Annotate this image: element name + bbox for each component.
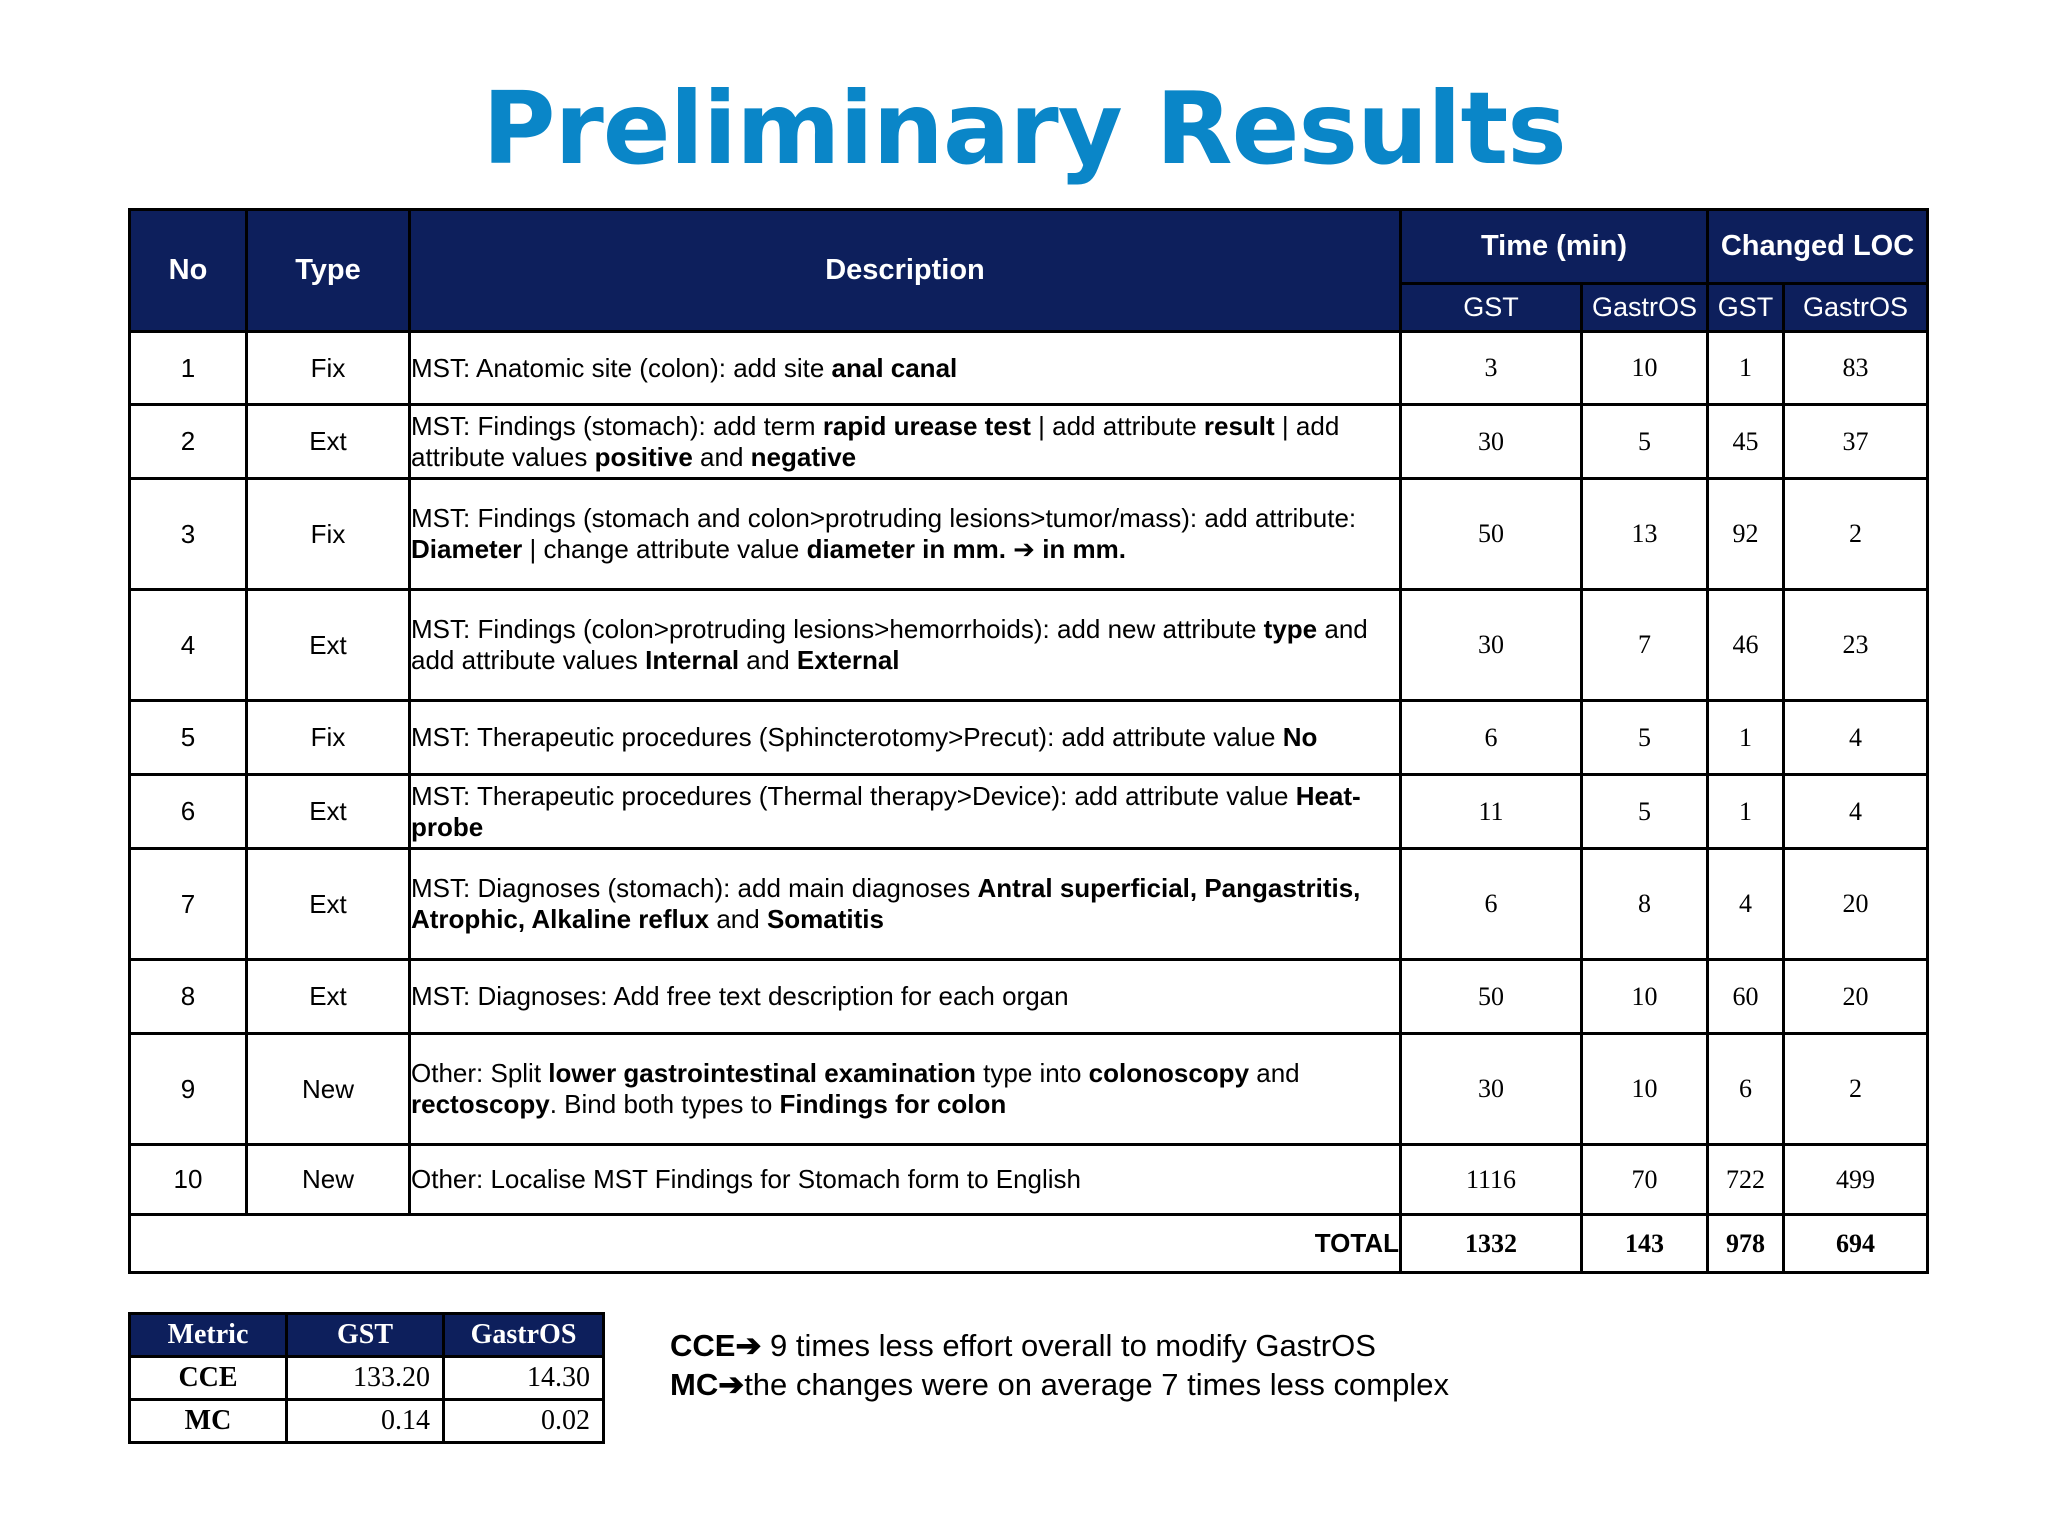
row-time-gastros: 8: [1582, 849, 1708, 960]
metric-gst-value: 0.14: [287, 1400, 444, 1443]
header-loc-group: Changed LOC: [1708, 210, 1928, 284]
row-type: Ext: [247, 775, 410, 849]
row-description: MST: Findings (stomach): add term rapid urease test | add attribute result | add attribute values positive and negative: [410, 405, 1401, 479]
metric-row: [130, 1357, 604, 1400]
row-time-gst: 50: [1401, 960, 1582, 1034]
metrics-table: [128, 1312, 605, 1444]
table-row: [130, 849, 1928, 960]
metric-header-metric: Metric: [130, 1314, 287, 1357]
row-loc-gastros: 4: [1784, 775, 1928, 849]
table-row: [130, 960, 1928, 1034]
metric-gst-value: 133.20: [287, 1357, 444, 1400]
row-time-gst: 6: [1401, 849, 1582, 960]
total-time-gastros: 143: [1582, 1215, 1708, 1273]
row-time-gastros: 13: [1582, 479, 1708, 590]
total-loc-gst: 978: [1708, 1215, 1784, 1273]
row-type: Ext: [247, 405, 410, 479]
row-loc-gastros: 83: [1784, 332, 1928, 405]
metric-row: [130, 1400, 604, 1443]
row-loc-gastros: 20: [1784, 849, 1928, 960]
row-time-gst: 30: [1401, 1034, 1582, 1145]
row-time-gastros: 10: [1582, 960, 1708, 1034]
row-number: 7: [130, 849, 247, 960]
row-description: MST: Diagnoses: Add free text description for each organ: [410, 960, 1401, 1034]
row-loc-gst: 1: [1708, 775, 1784, 849]
total-loc-gastros: 694: [1784, 1215, 1928, 1273]
metric-name: CCE: [130, 1357, 287, 1400]
row-loc-gastros: 499: [1784, 1145, 1928, 1215]
page-title: Preliminary Results: [482, 70, 1566, 187]
row-type: Fix: [247, 479, 410, 590]
row-description: Other: Localise MST Findings for Stomach form to English: [410, 1145, 1401, 1215]
row-loc-gastros: 2: [1784, 479, 1928, 590]
table-row: [130, 332, 1928, 405]
metric-name: MC: [130, 1400, 287, 1443]
row-time-gst: 30: [1401, 590, 1582, 701]
row-type: Ext: [247, 590, 410, 701]
row-time-gastros: 5: [1582, 405, 1708, 479]
total-time-gst: 1332: [1401, 1215, 1582, 1273]
row-number: 4: [130, 590, 247, 701]
metric-header-gastros: GastrOS: [444, 1314, 604, 1357]
row-number: 1: [130, 332, 247, 405]
row-loc-gst: 6: [1708, 1034, 1784, 1145]
row-type: Fix: [247, 701, 410, 775]
row-number: 10: [130, 1145, 247, 1215]
row-loc-gastros: 20: [1784, 960, 1928, 1034]
row-description: MST: Therapeutic procedures (Sphincterotomy>Precut): add attribute value No: [410, 701, 1401, 775]
row-number: 5: [130, 701, 247, 775]
note-mc: MC➔the changes were on average 7 times less complex: [670, 1367, 1449, 1402]
row-description: Other: Split lower gastrointestinal examination type into colonoscopy and rectoscopy. Bind both types to Findings for colon: [410, 1034, 1401, 1145]
table-row: [130, 590, 1928, 701]
row-time-gst: 30: [1401, 405, 1582, 479]
table-row: [130, 701, 1928, 775]
results-rows: [130, 332, 1928, 1215]
row-loc-gst: 4: [1708, 849, 1784, 960]
row-time-gst: 1116: [1401, 1145, 1582, 1215]
metric-gastros-value: 14.30: [444, 1357, 604, 1400]
row-type: Ext: [247, 960, 410, 1034]
row-type: Ext: [247, 849, 410, 960]
row-type: Fix: [247, 332, 410, 405]
row-loc-gastros: 4: [1784, 701, 1928, 775]
header-time-gst: GST: [1401, 284, 1582, 332]
row-number: 8: [130, 960, 247, 1034]
row-description: MST: Diagnoses (stomach): add main diagnoses Antral superficial, Pangastritis, Atrophic, Alkaline reflux and Somatitis: [410, 849, 1401, 960]
row-time-gastros: 10: [1582, 332, 1708, 405]
row-number: 3: [130, 479, 247, 590]
table-row: [130, 775, 1928, 849]
header-type: Type: [247, 210, 410, 332]
note-cce: CCE➔ 9 times less effort overall to modify GastrOS: [670, 1328, 1376, 1363]
row-loc-gst: 45: [1708, 405, 1784, 479]
row-time-gst: 11: [1401, 775, 1582, 849]
row-time-gst: 3: [1401, 332, 1582, 405]
table-row: [130, 405, 1928, 479]
row-description: MST: Findings (stomach and colon>protruding lesions>tumor/mass): add attribute: Diameter | change attribute value diameter in mm. ➔ in mm.: [410, 479, 1401, 590]
row-description: MST: Therapeutic procedures (Thermal therapy>Device): add attribute value Heat-probe: [410, 775, 1401, 849]
header-time-group: Time (min): [1401, 210, 1708, 284]
table-row: [130, 1145, 1928, 1215]
total-row: [130, 1215, 1928, 1273]
total-label: TOTAL: [130, 1215, 1401, 1273]
header-description: Description: [410, 210, 1401, 332]
table-row: [130, 479, 1928, 590]
row-number: 9: [130, 1034, 247, 1145]
summary-notes: [670, 1326, 1449, 1404]
table-row: [130, 1034, 1928, 1145]
row-time-gastros: 70: [1582, 1145, 1708, 1215]
row-type: New: [247, 1145, 410, 1215]
row-loc-gastros: 37: [1784, 405, 1928, 479]
metric-gastros-value: 0.02: [444, 1400, 604, 1443]
row-time-gastros: 5: [1582, 775, 1708, 849]
row-description: MST: Findings (colon>protruding lesions>hemorrhoids): add new attribute type and add attribute values Internal and External: [410, 590, 1401, 701]
row-time-gst: 6: [1401, 701, 1582, 775]
row-loc-gastros: 23: [1784, 590, 1928, 701]
row-loc-gst: 722: [1708, 1145, 1784, 1215]
row-number: 6: [130, 775, 247, 849]
row-type: New: [247, 1034, 410, 1145]
row-loc-gst: 60: [1708, 960, 1784, 1034]
row-time-gastros: 10: [1582, 1034, 1708, 1145]
metric-header-gst: GST: [287, 1314, 444, 1357]
header-time-gastros: GastrOS: [1582, 284, 1708, 332]
row-loc-gst: 1: [1708, 332, 1784, 405]
row-loc-gst: 46: [1708, 590, 1784, 701]
row-description: MST: Anatomic site (colon): add site anal canal: [410, 332, 1401, 405]
row-loc-gastros: 2: [1784, 1034, 1928, 1145]
row-time-gst: 50: [1401, 479, 1582, 590]
header-loc-gst: GST: [1708, 284, 1784, 332]
header-no: No: [130, 210, 247, 332]
results-table: [128, 208, 1929, 1274]
row-time-gastros: 5: [1582, 701, 1708, 775]
row-loc-gst: 92: [1708, 479, 1784, 590]
row-number: 2: [130, 405, 247, 479]
row-loc-gst: 1: [1708, 701, 1784, 775]
row-time-gastros: 7: [1582, 590, 1708, 701]
header-loc-gastros: GastrOS: [1784, 284, 1928, 332]
